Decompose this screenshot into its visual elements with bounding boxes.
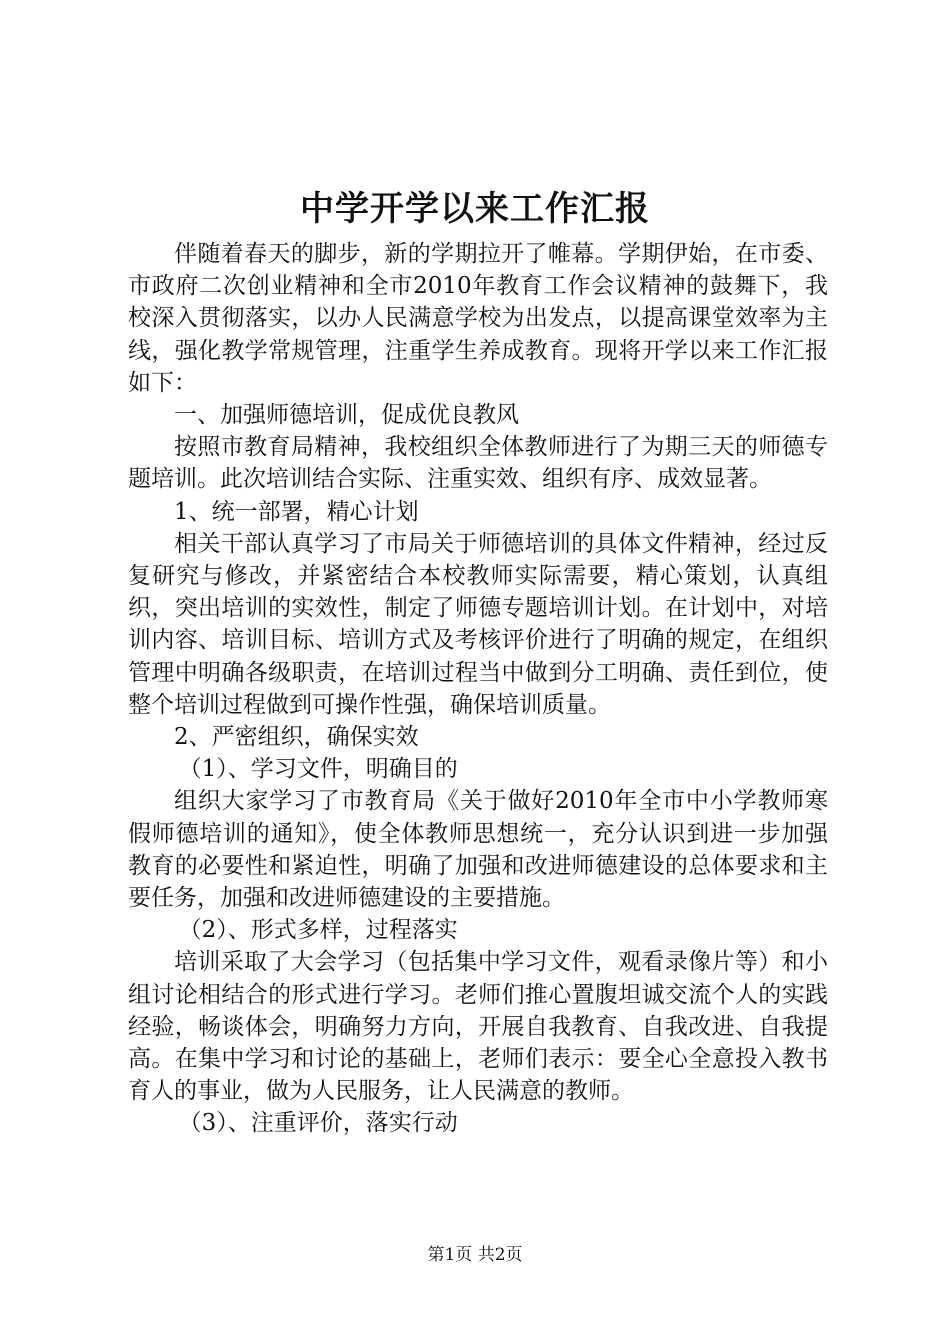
item-heading-3: （3）、注重评价，落实行动 (178, 1110, 458, 1137)
subsection-1-paragraph: 相关干部认真学习了市局关于师德培训的具体文件精神，经过反复研究与修改，并紧密结合本校教师实际需要，精心策划，认真组织，突出培训的实效性，制定了师德专题培训计划。在计划中，对培训内容、培训目标、培训方式及考核评价进行了明确的规定，在组织管理中明确各级职责，在培训过程当中做到分工明确、责任到位，使整个培训过程做到可操作性强，确保培训质量。 (128, 530, 828, 718)
section-1-paragraph: 按照市教育局精神，我校组织全体教师进行了为期三天的师德专题培训。此次培训结合实际、注重实效、组织有序、成效显著。 (128, 434, 828, 493)
document-body (128, 238, 828, 1140)
item-heading-2: （2）、形式多样，过程落实 (178, 917, 458, 944)
intro-paragraph: 伴随着春天的脚步，新的学期拉开了帷幕。学期伊始，在市委、市政府二次创业精神和全市2010年教育工作会议精神的鼓舞下，我校深入贯彻落实，以办人民满意学校为出发点，以提高课堂效率为主线，强化教学常规管理，注重学生养成教育。现将开学以来工作汇报如下： (128, 241, 828, 396)
subsection-heading-2: 2、严密组织，确保实效 (174, 724, 419, 751)
section-heading-1: 一、加强师德培训，促成优良教风 (174, 402, 519, 429)
page-footer: 第1页 共2页 (427, 1245, 523, 1265)
item-heading-1: （1）、学习文件，明确目的 (178, 756, 458, 783)
subsection-heading-1: 1、统一部署，精心计划 (174, 498, 419, 525)
document-title: 中学开学以来工作汇报 (300, 189, 650, 229)
item-2-paragraph: 培训采取了大会学习（包括集中学习文件，观看录像片等）和小组讨论相结合的形式进行学习。老师们推心置腹坦诚交流个人的实践经验，畅谈体会，明确努力方向，开展自我教育、自我改进、自我提高。在集中学习和讨论的基础上，老师们表示：要全心全意投入教书育人的事业，做为人民服务，让人民满意的教师。 (128, 949, 828, 1105)
item-1-paragraph: 组织大家学习了市教育局《关于做好2010年全市中小学教师寒假师德培训的通知》，使全体教师思想统一，充分认识到进一步加强教育的必要性和紧迫性，明确了加强和改进师德建设的总体要求和主要任务，加强和改进师德建设的主要措施。 (128, 788, 828, 912)
